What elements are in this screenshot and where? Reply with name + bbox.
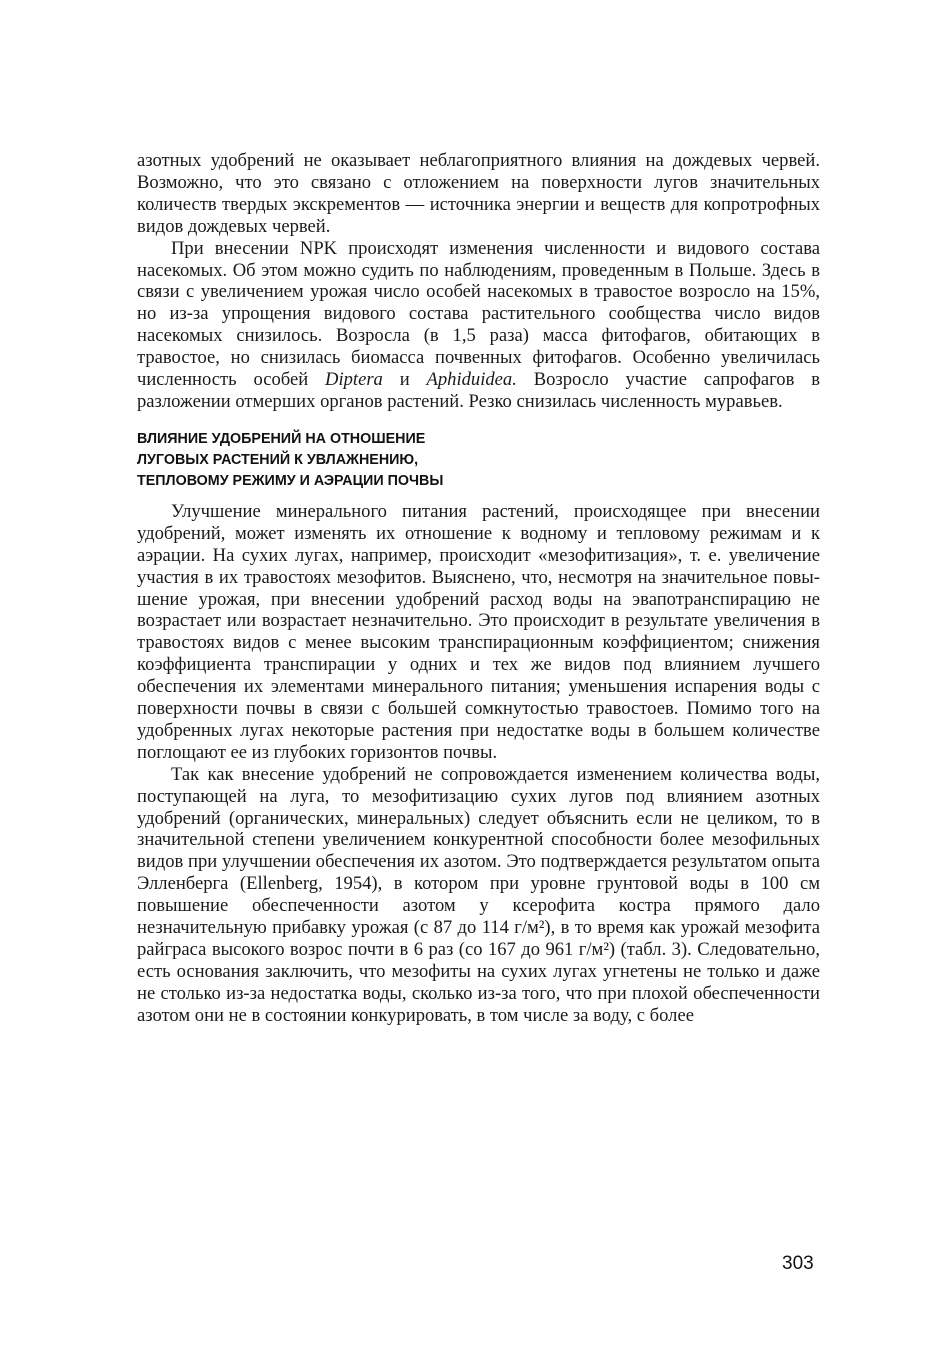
paragraph-mesophytization: Так как внесение удобрений не сопровождается изменением количества воды, поступающей на луга, то мезофитизацию сухих лугов под влиянием азотных удобрений (органических, минеральных) следует объяснить если не целиком, то в значительной степени увеличением конкурентной способности более мезофильных видов при улучшении обеспечения их азотом. Это подтверждается результатом опыта Элленберга (Ellenberg, 1954), в котором при уровне грунтовой воды в 100 см повышение обеспеченности азотом у ксерофита костра прямого дало незначительную прибавку урожая (с 87 до 114 г/м²), в то время как урожай мезофита райграса высокого возрос почти в 6 раз (со 167 до 961 г/м²) (табл. 3). Следовательно, есть основания заключить, что мезофиты на сухих лугах угнетены не только и даже не столько из-за недостатка воды, сколько из-за того, что при плохой обеспеченности азотом они не в состоянии конкурировать, в том числе за воду, с более <box>137 763 821 1026</box>
paragraph-mineral-nutrition: Улучшение минерального питания растений, происходящее при внесении удобрений, может изменять их отношение к водному и тепловому режимам и к аэрации. На сухих лугах, например, происходит «мезофитизация», т. е. увеличение участия в их травостоях мезофитов. Выяснено, что, несмотря на значительное повышение урожая, при внесении удобрений расход воды на эвапотранспирацию не возрастает или возрастает незначительно. Это происходит в результате увеличения в травостоях видов с менее высоким транспирационным коэффициентом; снижения коэффициента транспирации у одних и тех же видов под влиянием лучшего обеспечения их элементами минерального питания; уменьшения испарения воды с поверхности почвы в связи с большей сомкнутостью травостоев. Помимо того на удобренных лугах некоторые растения при недостатке воды в большем количестве поглощают ее из глубоких горизонтов почвы. <box>137 500 820 763</box>
paragraph-insects-text-1: При внесении NPK происходят изменения численности и видового состава насекомых. Об этом можно судить по наблюдениям, проведенным в Польше. Здесь в связи с увеличением урожая число особей насекомых в травостое возросло на 15%, но из-за упрощения видового состава растительного сообщества число видов насекомых снизилось. Возросла (в 1,5 раза) масса фитофагов, обитающих в травостое, но снизилась биомасса почвенных фитофагов. Особенно увеличилась численность особей <box>137 237 820 391</box>
taxon-aphiduidea: Aphiduidea. <box>426 369 517 391</box>
paragraph-earthworms: азотных удобрений не оказывает неблагоприятного влияния на дождевых червей. Возможно, что это связано с отложением на поверхности лугов значительных количеств твердых экскрементов — источника энергии и веществ для копротрофных видов дождевых червей. <box>137 150 820 237</box>
text-block <box>137 150 820 1027</box>
section-heading <box>137 429 820 492</box>
section-heading-line-1: ВЛИЯНИЕ УДОБРЕНИЙ НА ОТНОШЕНИЕ <box>137 430 426 447</box>
section-heading-line-3: ТЕПЛОВОМУ РЕЖИМУ И АЭРАЦИИ ПОЧВЫ <box>137 472 444 489</box>
page-number: 303 <box>782 1253 814 1274</box>
paragraph-insects <box>137 238 820 413</box>
taxon-diptera: Diptera <box>325 369 383 391</box>
section-heading-line-2: ЛУГОВЫХ РАСТЕНИЙ К УВЛАЖНЕНИЮ, <box>137 451 419 468</box>
paragraph-insects-text-2: и <box>382 369 427 391</box>
paragraph-insects-text-3: Возросло участие сапрофагов в разложении отмерших органов растений. Резко снизилась численность муравьев. <box>137 369 820 412</box>
